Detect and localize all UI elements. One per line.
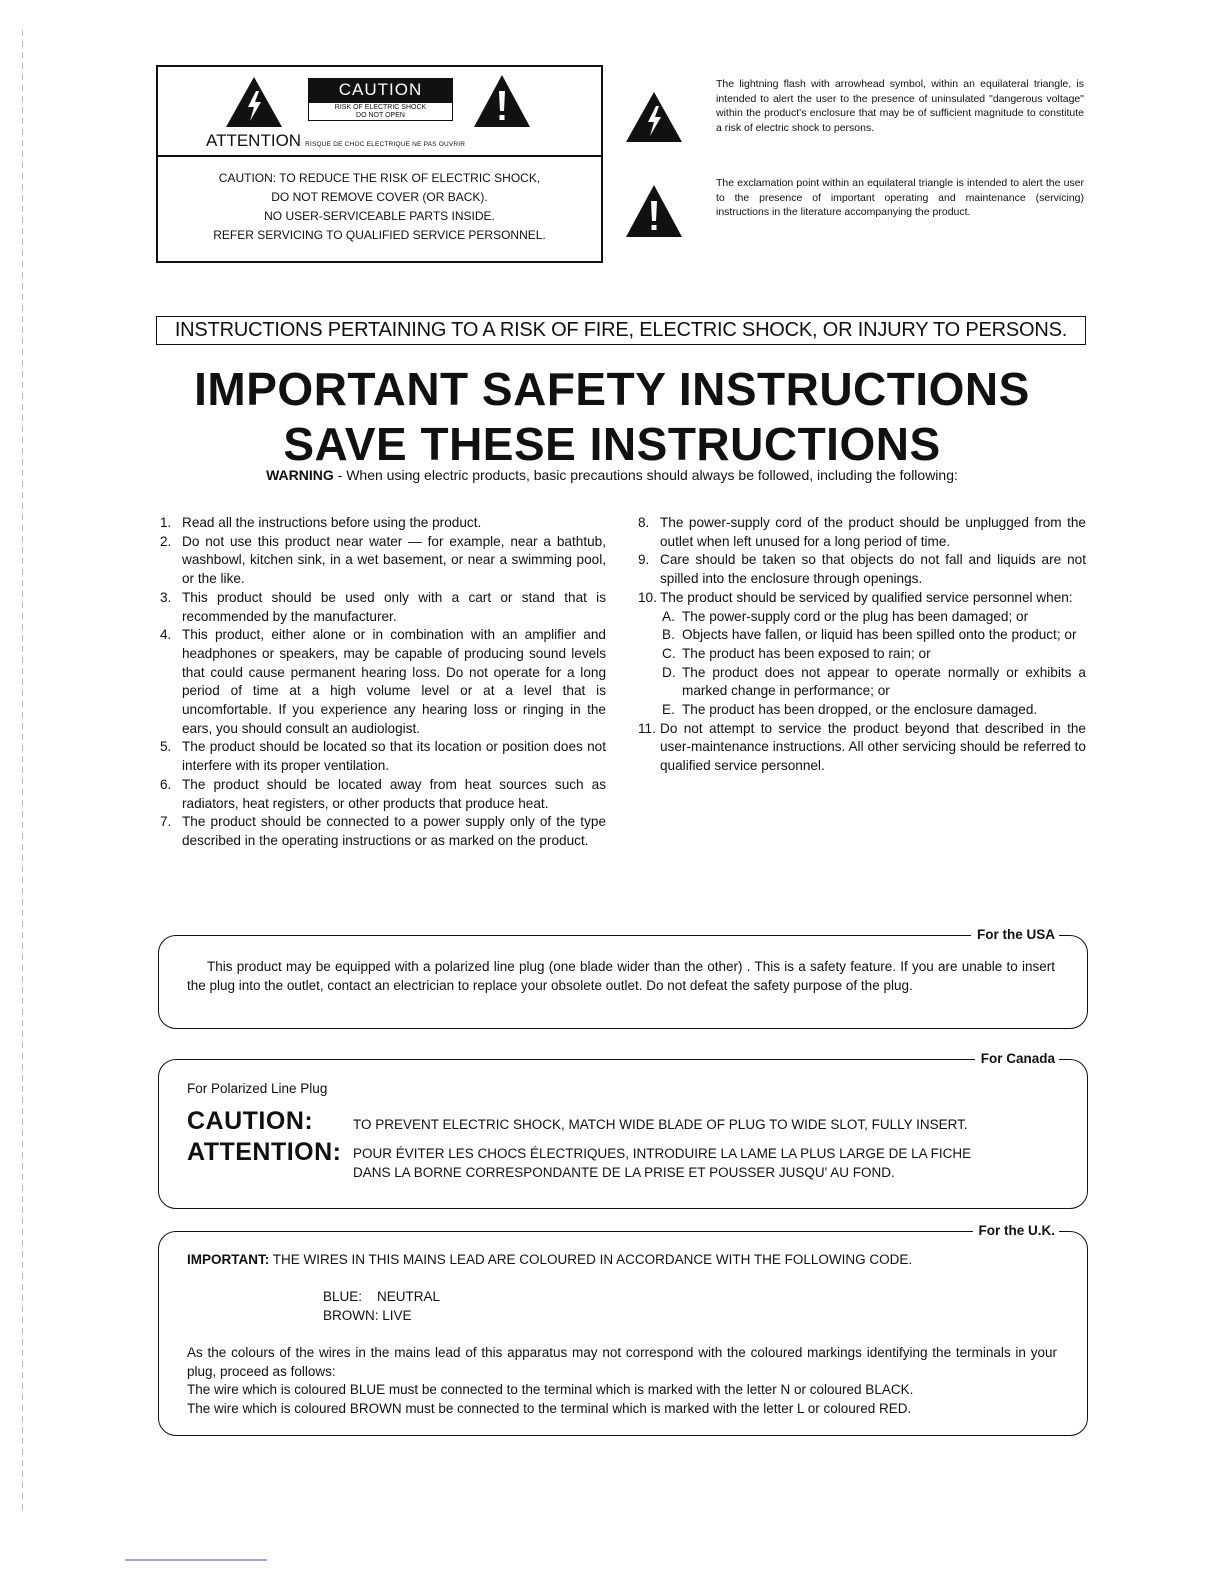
caution-text-line: DO NOT REMOVE COVER (OR BACK).	[271, 190, 488, 204]
warning-text: - When using electric products, basic precautions should always be followed, including the following:	[333, 467, 958, 483]
sub-item-text: The product does not appear to operate normally or exhibits a marked change in performance; or	[682, 664, 1086, 699]
list-item-number: 4.	[160, 627, 172, 643]
list-item-number: 9.	[638, 552, 650, 568]
sub-item-text: The power-supply cord or the plug has been damaged; or	[682, 608, 1029, 624]
uk-label: For the U.K.	[973, 1222, 1060, 1240]
list-item	[160, 533, 606, 589]
sub-item-text: Objects have fallen, or liquid has been spilled onto the product; or	[682, 627, 1077, 643]
lightning-description: The lightning flash with arrowhead symbol, within an equilateral triangle, is intended to alert the user to the presence of uninsulated "dangerous voltage" within the product's enclosure that may be of sufficient magnitude to constitute a risk of electric shock to persons.	[716, 78, 1084, 134]
canada-notice-box	[158, 1051, 1088, 1209]
uk-notice-box	[158, 1223, 1088, 1436]
canada-attention-line1: POUR ÉVITER LES CHOCS ÉLECTRIQUES, INTRODUIRE LA LAME LA PLUS LARGE DE LA FICHE	[353, 1146, 972, 1161]
instructions-list-right	[638, 514, 1086, 776]
list-item-number: 3.	[160, 589, 172, 605]
sub-list-item	[638, 645, 1086, 664]
list-item	[638, 589, 1086, 608]
sub-list-item	[638, 701, 1086, 720]
sub-list-item	[638, 608, 1086, 627]
list-item-text: This product, either alone or in combination with an amplifier and headphones or speakers, may be capable of producing sound levels that could cause permanent hearing loss. Do not operate for a long period of time at a high volume level or at a level that is uncomfortable. If you experience any hearing loss or ringing in the ears, you should consult an audiologist.	[182, 627, 606, 736]
usa-notice-box	[158, 927, 1088, 1029]
sub-item-letter: A.	[662, 608, 675, 624]
list-item-number: 11.	[638, 720, 656, 736]
usa-label: For the USA	[971, 926, 1059, 944]
sub-item-text: The product has been exposed to rain; or	[682, 645, 931, 661]
instructions-banner: INSTRUCTIONS PERTAINING TO A RISK OF FIRE, ELECTRIC SHOCK, OR INJURY TO PERSONS.	[156, 316, 1086, 345]
sub-item-letter: C.	[662, 645, 676, 661]
list-item-number: 10.	[638, 589, 657, 605]
caution-text-line: NO USER-SERVICEABLE PARTS INSIDE.	[264, 209, 495, 223]
list-item-number: 1.	[160, 515, 172, 530]
canada-caution-text: TO PREVENT ELECTRIC SHOCK, MATCH WIDE BLADE OF PLUG TO WIDE SLOT, FULLY INSERT.	[353, 1117, 968, 1132]
sub-item-letter: D.	[662, 664, 676, 680]
warning-label: WARNING	[266, 467, 334, 483]
list-item	[160, 776, 606, 813]
canada-intro: For Polarized Line Plug	[187, 1081, 328, 1096]
uk-important-label: IMPORTANT:	[187, 1252, 270, 1267]
sub-item-letter: E.	[662, 702, 675, 718]
list-item-number: 7.	[160, 814, 172, 830]
list-item-text: Read all the instructions before using the product.	[182, 515, 482, 530]
canada-attention-label: ATTENTION:	[187, 1138, 342, 1166]
list-item	[638, 514, 1086, 551]
page-title: IMPORTANT SAFETY INSTRUCTIONS	[194, 363, 1030, 415]
caution-sub-label	[308, 102, 453, 121]
lightning-triangle-icon	[226, 77, 282, 127]
list-item-number: 6.	[160, 776, 172, 792]
list-item-number: 8.	[638, 515, 650, 530]
uk-paragraph-blue: The wire which is coloured BLUE must be connected to the terminal which is marked with the letter N or coloured BLACK.	[187, 1382, 914, 1397]
list-item-text: Care should be taken so that objects do not fall and liquids are not spilled into the enclosure through openings.	[660, 552, 1086, 587]
list-item-text: The product should be serviced by qualified service personnel when:	[660, 589, 1073, 605]
caution-text-line: CAUTION: TO REDUCE THE RISK OF ELECTRIC SHOCK,	[218, 171, 541, 185]
list-item	[160, 626, 606, 738]
list-item	[638, 551, 1086, 588]
list-item-text: Do not attempt to service the product beyond that described in the user-maintenance instructions. All other servicing should be referred to qualified service personnel.	[660, 720, 1086, 774]
list-item	[160, 813, 606, 850]
lightning-triangle-icon	[626, 92, 682, 142]
attention-line	[206, 131, 465, 151]
sub-item-text: The product has been dropped, or the enclosure damaged.	[682, 702, 1038, 718]
caution-box	[156, 65, 603, 263]
scan-margin-line	[22, 30, 23, 1510]
list-item-text: This product should be used only with a cart or stand that is recommended by the manufacturer.	[182, 589, 606, 624]
list-item-text: The product should be located away from heat sources such as radiators, heat registers, or other products that produce heat.	[182, 776, 606, 811]
uk-code-brown: BROWN: LIVE	[323, 1308, 412, 1323]
list-item	[160, 514, 606, 533]
canada-attention-line2: DANS LA BORNE CORRESPONDANTE DE LA PRISE ET POUSSER JUSQU' AU FOND.	[353, 1165, 895, 1180]
caution-label: CAUTION	[308, 78, 453, 102]
list-item	[160, 589, 606, 626]
uk-important-text: THE WIRES IN THIS MAINS LEAD ARE COLOURED IN ACCORDANCE WITH THE FOLLOWING CODE.	[269, 1252, 913, 1267]
attention-word: ATTENTION	[206, 131, 302, 150]
caution-text	[158, 169, 601, 245]
uk-paragraph-brown: The wire which is coloured BROWN must be connected to the terminal which is marked with the letter L or coloured RED.	[187, 1401, 912, 1416]
sub-list-item	[638, 626, 1086, 645]
list-item-text: Do not use this product near water — for example, near a bathtub, washbowl, kitchen sink, in a wet basement, or near a swimming pool, or the like.	[182, 533, 606, 587]
list-item-number: 5.	[160, 739, 172, 755]
uk-code-blue: BLUE: NEUTRAL	[323, 1289, 441, 1304]
list-item-text: The product should be located so that its location or position does not interfere with its proper ventilation.	[182, 739, 606, 774]
uk-paragraph-intro: As the colours of the wires in the mains lead of this apparatus may not correspond with the coloured markings identifying the terminals in your plug, proceed as follows:	[187, 1345, 1057, 1379]
instructions-list-left	[160, 514, 606, 851]
exclamation-description: The exclamation point within an equilateral triangle is intended to alert the user to the presence of important operating and maintenance (servicing) instructions in the literature accompanying the product.	[716, 177, 1084, 219]
attention-small-text: : RISQUE DE CHOC ELECTRIQUE NE PAS OUVRIR	[301, 141, 466, 148]
canada-label: For Canada	[975, 1050, 1059, 1068]
list-item-text: The product should be connected to a power supply only of the type described in the operating instructions or as marked on the product.	[182, 814, 606, 848]
list-item	[160, 738, 606, 775]
exclamation-triangle-icon	[474, 75, 530, 127]
list-item	[638, 720, 1086, 776]
caution-sub-line2: DO NOT OPEN	[356, 112, 405, 119]
warning-line	[0, 467, 1224, 483]
scan-bottom-line	[125, 1559, 267, 1561]
list-item-text: The power-supply cord of the product should be unplugged from the outlet when left unused for a long period of time.	[660, 515, 1086, 549]
usa-notice-text: This product may be equipped with a polarized line plug (one blade wider than the other) . This is a safety feature. If you are unable to insert the plug into the outlet, contact an electrician to replace your obsolete outlet. Do not defeat the safety purpose of the plug.	[187, 959, 1055, 993]
caution-text-line: REFER SERVICING TO QUALIFIED SERVICE PERSONNEL.	[213, 228, 546, 242]
caution-header	[158, 67, 601, 157]
page-subtitle: SAVE THESE INSTRUCTIONS	[283, 418, 941, 470]
exclamation-triangle-icon	[626, 185, 682, 237]
uk-important-line	[187, 1251, 912, 1270]
caution-sub-line1: RISK OF ELECTRIC SHOCK	[334, 104, 427, 111]
sub-list-item	[638, 664, 1086, 701]
sub-item-letter: B.	[662, 627, 675, 643]
canada-caution-label: CAUTION:	[187, 1107, 314, 1135]
list-item-number: 2.	[160, 533, 172, 549]
